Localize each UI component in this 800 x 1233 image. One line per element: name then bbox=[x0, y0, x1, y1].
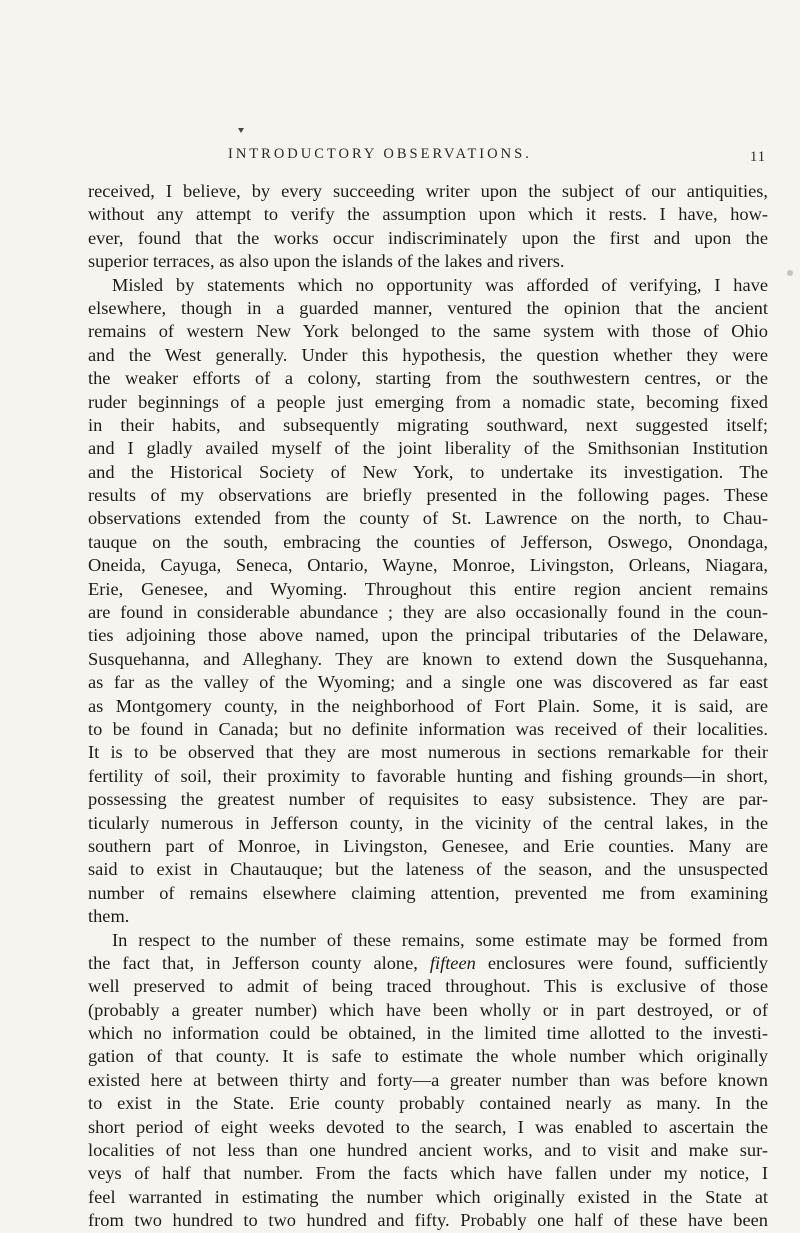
text-line: possessing the greatest number of requisites to easy subsistence. They are par- bbox=[88, 789, 768, 810]
text-line: ticularly numerous in Jefferson county, in the vicinity of the central lakes, in the bbox=[88, 812, 768, 833]
text-line: are found in considerable abundance ; they are also occasionally found in the coun- bbox=[88, 602, 768, 623]
text-line: and the Historical Society of New York, to undertake its investigation. The bbox=[88, 461, 768, 482]
text-line: veys of half that number. From the facts which have fallen under my notice, I bbox=[88, 1163, 768, 1184]
text-line: Erie, Genesee, and Wyoming. Throughout this entire region ancient remains bbox=[88, 578, 768, 599]
text-line: southern part of Monroe, in Livingston, Genesee, and Erie counties. Many are bbox=[88, 835, 768, 856]
text-line: in their habits, and subsequently migrating southward, next suggested itself; bbox=[88, 414, 768, 435]
text-line: as Montgomery county, in the neighborhood of Fort Plain. Some, it is said, are bbox=[88, 695, 768, 716]
text-line: without any attempt to verify the assumption upon which it rests. I have, how- bbox=[88, 204, 768, 225]
text-line: localities of not less than one hundred ancient works, and to visit and make sur- bbox=[88, 1140, 768, 1161]
text-line: to exist in the State. Erie county probably contained nearly as many. In the bbox=[88, 1093, 768, 1114]
text-line: which no information could be obtained, in the limited time allotted to the investi- bbox=[88, 1023, 768, 1044]
text-line: tauque on the south, embracing the counties of Jefferson, Oswego, Onondaga, bbox=[88, 531, 768, 552]
text-line: existed here at between thirty and forty—a greater number than was before known bbox=[88, 1069, 768, 1090]
running-head: INTRODUCTORY OBSERVATIONS. bbox=[228, 146, 532, 162]
text-line: and I gladly availed myself of the joint liberality of the Smithsonian Institution bbox=[88, 438, 768, 459]
text-segment: enclosures were found, sufficiently bbox=[487, 952, 768, 973]
text-line: number of remains elsewhere claiming attention, prevented me from examining bbox=[88, 882, 768, 903]
text-line: well preserved to admit of being traced throughout. This is exclusive of those bbox=[88, 976, 768, 997]
text-line: (probably a greater number) which have been wholly or in part destroyed, or of bbox=[88, 999, 768, 1020]
text-line: fertility of soil, their proximity to favorable hunting and fishing grounds—in short, bbox=[88, 765, 768, 786]
text-line: ruder beginnings of a people just emerging from a nomadic state, becoming fixed bbox=[88, 391, 768, 412]
text-segment: the fact that, in Jefferson county alone, bbox=[88, 952, 418, 973]
text-line: and the West generally. Under this hypothesis, the question whether they were bbox=[88, 344, 768, 365]
text-line: Susquehanna, and Alleghany. They are known to extend down the Susquehanna, bbox=[88, 648, 768, 669]
page-number: 11 bbox=[750, 149, 766, 165]
text-line: superior terraces, as also upon the islands of the lakes and rivers. bbox=[88, 251, 565, 272]
text-line: In respect to the number of these remains, some estimate may be formed from bbox=[112, 929, 768, 950]
text-line: ties adjoining those above named, upon the principal tributaries of the Delaware, bbox=[88, 625, 768, 646]
text-line: observations extended from the county of St. Lawrence on the north, to Chau- bbox=[88, 508, 768, 529]
text-line: results of my observations are briefly presented in the following pages. These bbox=[88, 485, 768, 506]
text-line: said to exist in Chautauque; but the lateness of the season, and the unsuspected bbox=[88, 859, 768, 880]
text-line: received, I believe, by every succeeding writer upon the subject of our antiquities, bbox=[88, 181, 768, 201]
text-line: remains of western New York belonged to the same system with those of Ohio bbox=[88, 321, 768, 342]
text-line: short period of eight weeks devoted to the search, I was enabled to ascertain the bbox=[88, 1116, 768, 1137]
text-line: as far as the valley of the Wyoming; and a single one was discovered as far east bbox=[88, 672, 768, 693]
text-line: the weaker efforts of a colony, starting from the southwestern centres, or the bbox=[88, 368, 768, 389]
text-line: feel warranted in estimating the number which originally existed in the State at bbox=[88, 1186, 768, 1207]
body-text bbox=[88, 180, 768, 1233]
page-header bbox=[186, 146, 766, 170]
text-line: them. bbox=[88, 906, 130, 927]
text-line-emphasis bbox=[88, 952, 768, 975]
text-line: Oneida, Cayuga, Seneca, Ontario, Wayne, Monroe, Livingston, Orleans, Niagara, bbox=[88, 555, 768, 576]
text-line: Misled by statements which no opportunity was afforded of verifying, I have bbox=[112, 274, 768, 295]
text-line: elsewhere, though in a guarded manner, ventured the opinion that the ancient bbox=[88, 297, 768, 318]
print-mark bbox=[238, 128, 244, 133]
text-line: to be found in Canada; but no definite information was received of their localities. bbox=[88, 718, 768, 739]
paper-spot bbox=[787, 270, 793, 276]
text-line: gation of that county. It is safe to estimate the whole number which originally bbox=[88, 1046, 768, 1067]
text-line: from two hundred to two hundred and fifty. Probably one half of these have been bbox=[88, 1210, 768, 1231]
text-line: It is to be observed that they are most numerous in sections remarkable for their bbox=[88, 742, 768, 763]
emphasis-word: fifteen bbox=[429, 952, 476, 973]
text-line: ever, found that the works occur indiscriminately upon the first and upon the bbox=[88, 227, 768, 248]
